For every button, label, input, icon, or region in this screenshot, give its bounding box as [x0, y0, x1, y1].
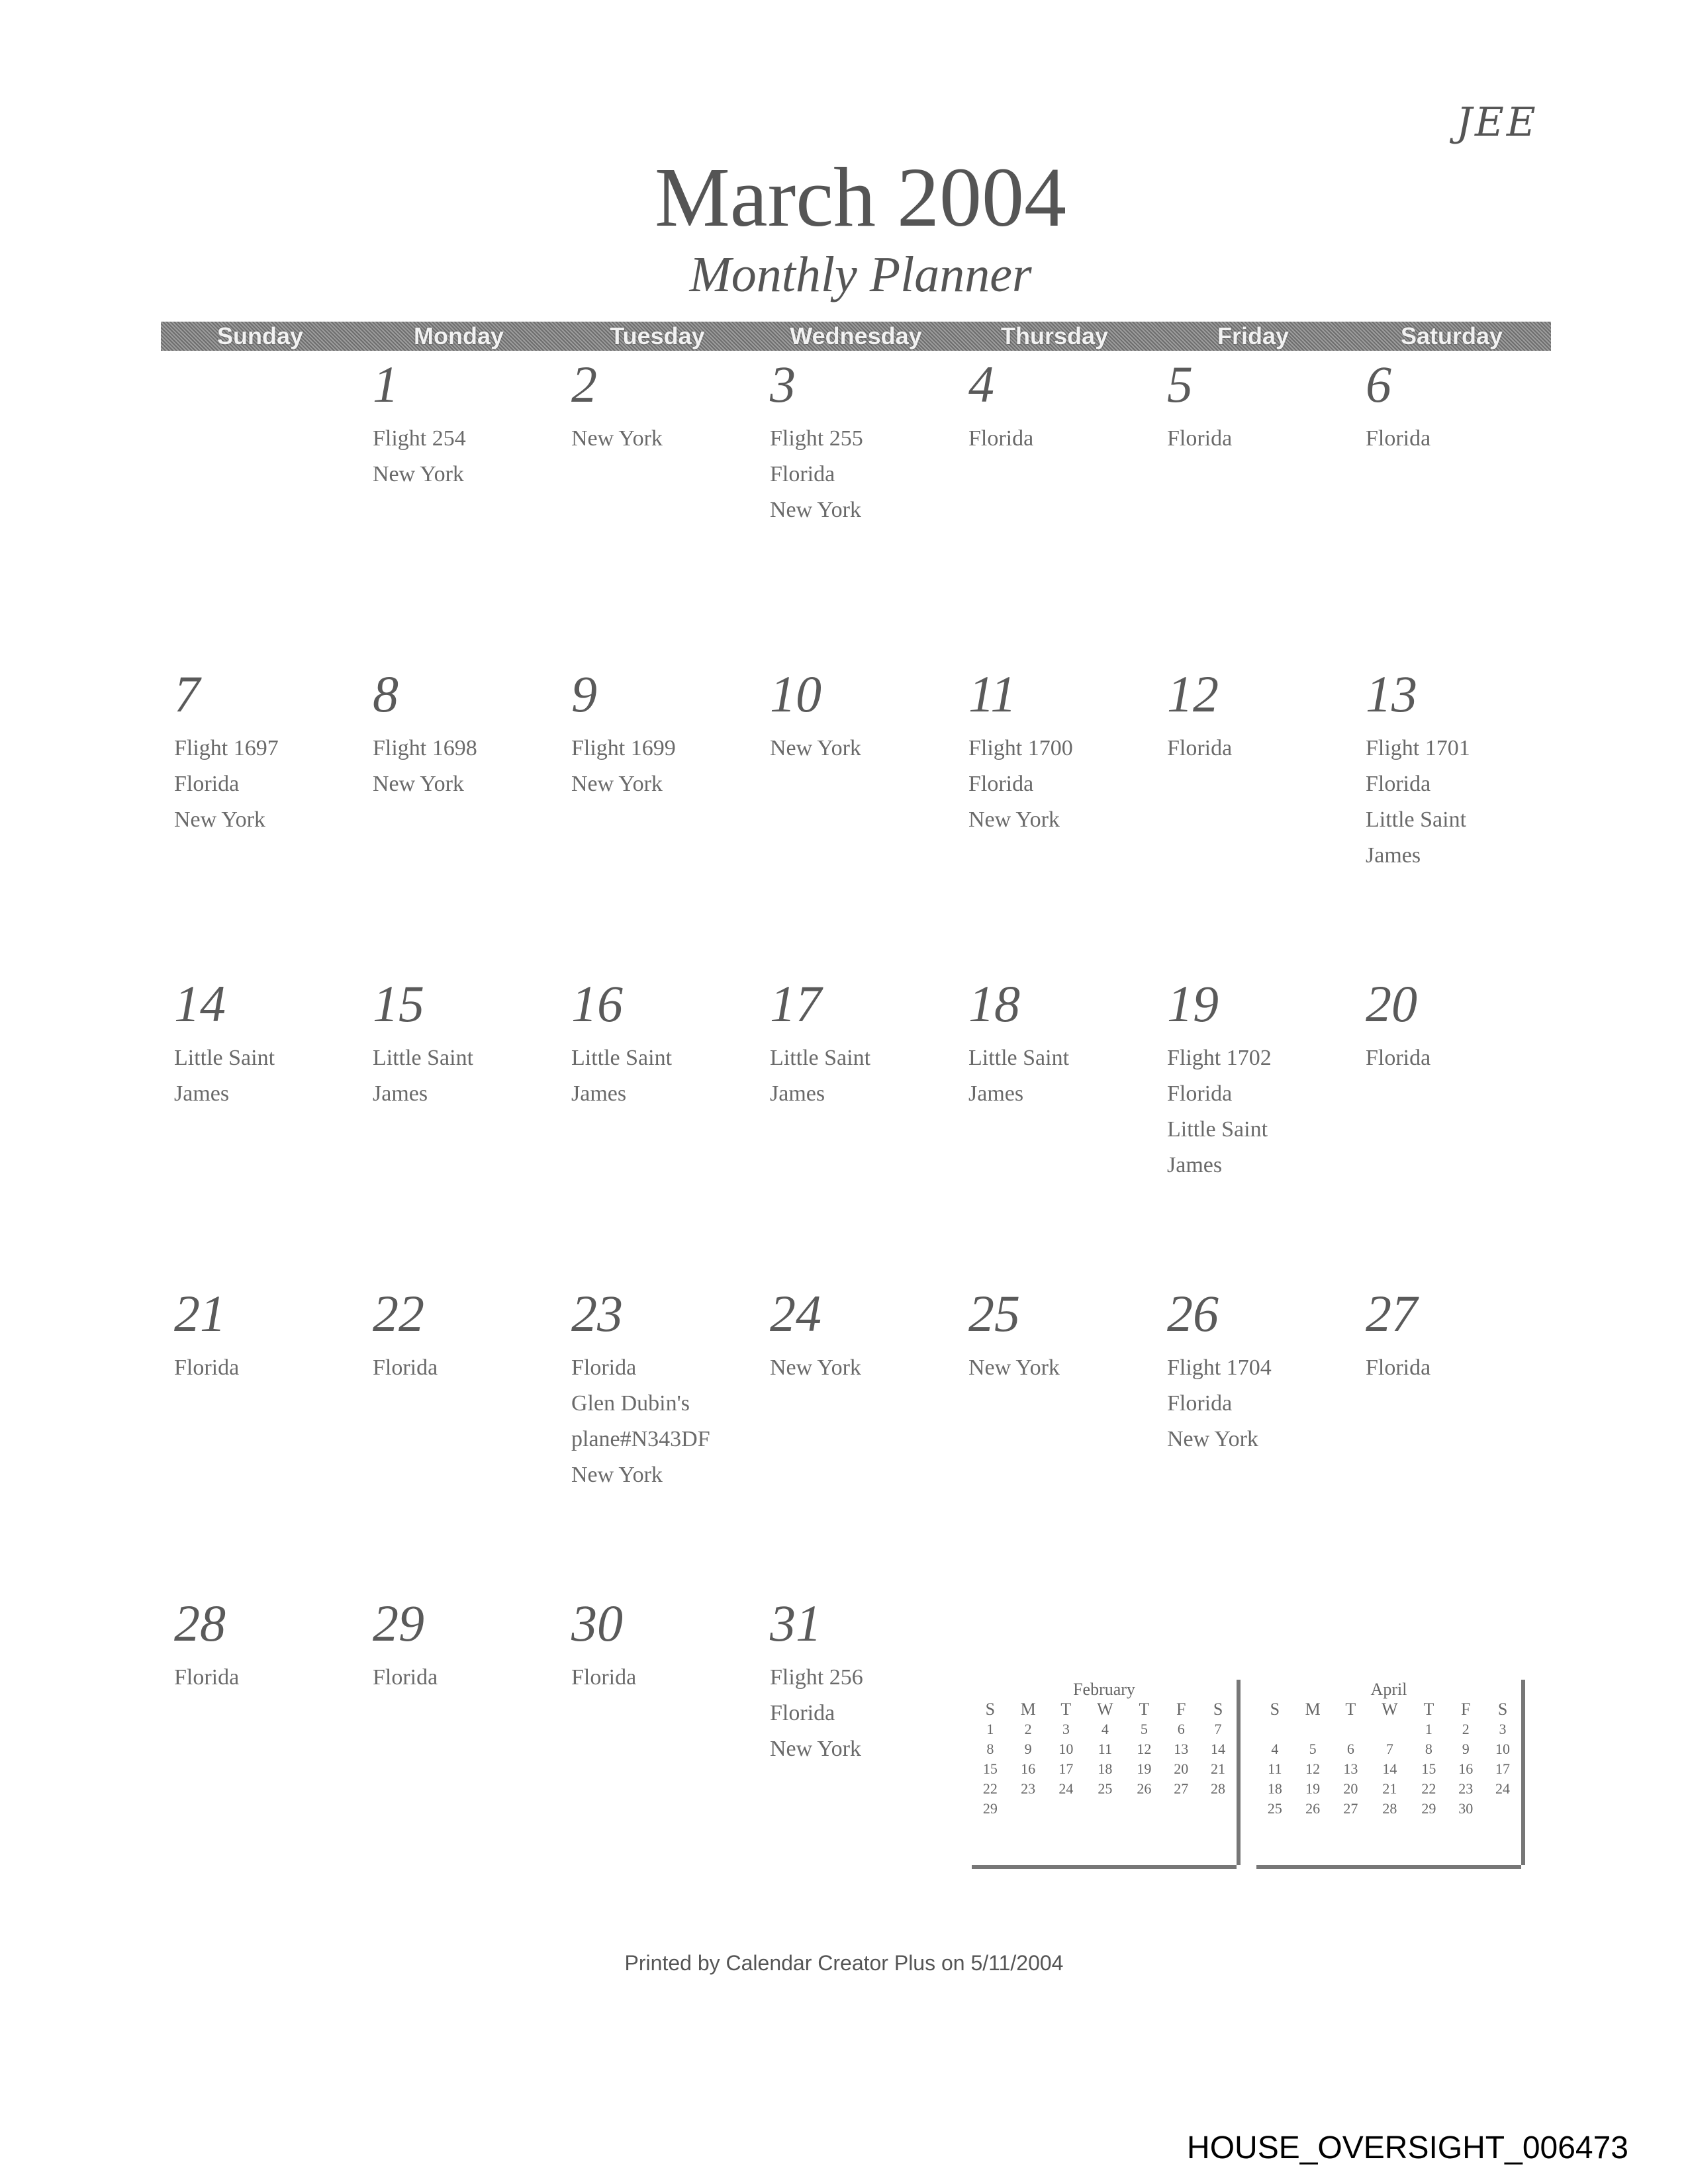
event-entry: New York	[770, 498, 861, 522]
day-events	[373, 1660, 545, 1696]
day-events	[571, 1350, 743, 1493]
day-events	[770, 1660, 942, 1767]
day-number: 3	[770, 355, 796, 413]
day-cell	[757, 1284, 955, 1594]
mini-day: 25	[1267, 1800, 1282, 1817]
event-entry: Florida	[1366, 1355, 1431, 1380]
mini-calendar-february	[972, 1680, 1237, 1865]
mini-day: 16	[1458, 1760, 1474, 1777]
mini-day: 8	[1425, 1741, 1432, 1757]
day-events	[770, 421, 942, 528]
event-entry: Florida	[373, 1355, 438, 1380]
day-number: 9	[571, 665, 597, 723]
mini-day: 29	[982, 1800, 998, 1817]
mini-day	[1126, 1799, 1163, 1819]
day-number: 23	[571, 1285, 623, 1342]
day-number: 17	[770, 975, 821, 1032]
day-cell	[955, 355, 1154, 664]
mini-day: 27	[1174, 1780, 1189, 1797]
day-number: 11	[968, 665, 1017, 723]
day-cell	[161, 664, 359, 974]
day-cell	[359, 974, 558, 1284]
mini-weekday-header: T	[1060, 1700, 1072, 1719]
day-number: 20	[1366, 975, 1417, 1032]
mini-day: 5	[1309, 1741, 1317, 1757]
day-number: 22	[373, 1285, 424, 1342]
mini-day: 20	[1343, 1780, 1358, 1797]
mini-day: 6	[1346, 1741, 1354, 1757]
event-entry: New York	[571, 772, 663, 796]
event-entry: Florida	[1167, 426, 1233, 451]
mini-weekday-header: W	[1382, 1700, 1398, 1719]
day-number: 24	[770, 1285, 821, 1342]
day-events	[968, 1040, 1141, 1112]
printed-by-note: Printed by Calendar Creator Plus on 5/11/2004	[624, 1951, 1064, 1975]
day-number: 14	[174, 975, 226, 1032]
day-events	[174, 1660, 346, 1696]
day-events	[968, 731, 1141, 838]
day-events	[373, 421, 545, 492]
event-entry: Florida	[1167, 736, 1233, 760]
mini-day	[1162, 1799, 1199, 1819]
event-entry: Florida	[1366, 772, 1431, 796]
day-number: 30	[571, 1594, 623, 1652]
day-number: 31	[770, 1594, 821, 1652]
day-number: 2	[571, 355, 597, 413]
mini-calendar-april	[1256, 1680, 1521, 1865]
day-number: 8	[373, 665, 399, 723]
day-events	[770, 1040, 942, 1112]
mini-weekday-header: S	[1213, 1700, 1223, 1719]
mini-day: 27	[1343, 1800, 1358, 1817]
mini-day: 11	[1098, 1741, 1112, 1757]
mini-day: 2	[1462, 1721, 1470, 1737]
mini-day: 18	[1267, 1780, 1282, 1797]
mini-day: 21	[1211, 1760, 1226, 1777]
mini-day	[1256, 1719, 1293, 1739]
day-cell	[1154, 974, 1352, 1284]
day-cell	[1352, 974, 1551, 1284]
mini-day: 2	[1024, 1721, 1032, 1737]
event-entry: Flight 1698	[373, 736, 477, 760]
weekday-wednesday: Wednesday	[790, 322, 922, 349]
day-events	[373, 1040, 545, 1112]
mini-day: 19	[1137, 1760, 1152, 1777]
day-events	[1167, 1350, 1339, 1457]
mini-day: 7	[1385, 1741, 1393, 1757]
event-entry: Glen Dubin's plane#N343DF	[571, 1391, 710, 1451]
day-number: 15	[373, 975, 424, 1032]
weekday-tuesday: Tuesday	[610, 322, 705, 349]
day-cell	[757, 974, 955, 1284]
mini-day: 4	[1101, 1721, 1109, 1737]
mini-day: 30	[1458, 1800, 1474, 1817]
day-cell	[161, 974, 359, 1284]
event-entry: New York	[770, 736, 861, 760]
mini-calendar-border	[1237, 1680, 1241, 1865]
day-events	[571, 1660, 743, 1696]
day-cell	[955, 1284, 1154, 1594]
day-number: 7	[174, 665, 200, 723]
day-number: 26	[1167, 1285, 1219, 1342]
mini-day: 18	[1098, 1760, 1113, 1777]
day-cell	[558, 1284, 757, 1594]
day-number: 16	[571, 975, 623, 1032]
day-events	[174, 1350, 346, 1386]
mini-day: 15	[1421, 1760, 1436, 1777]
day-cell	[1154, 664, 1352, 974]
day-events	[571, 421, 743, 457]
event-entry: New York	[174, 807, 265, 832]
event-entry: New York	[373, 462, 464, 486]
mini-weekday-header: T	[1139, 1700, 1150, 1719]
event-entry: Flight 1697	[174, 736, 279, 760]
day-cell	[161, 355, 359, 664]
day-number: 19	[1167, 975, 1219, 1032]
mini-day	[1199, 1799, 1237, 1819]
page-title: March 2004	[654, 150, 1067, 244]
day-number: 12	[1167, 665, 1219, 723]
day-events	[1366, 1350, 1538, 1386]
day-cell	[1154, 355, 1352, 664]
day-cell	[558, 1594, 757, 1903]
day-number: 29	[373, 1594, 424, 1652]
day-cell	[359, 1284, 558, 1594]
event-entry: Florida	[968, 426, 1034, 451]
mini-day: 19	[1305, 1780, 1321, 1797]
mini-day: 25	[1098, 1780, 1113, 1797]
day-number: 28	[174, 1594, 226, 1652]
mini-day: 14	[1211, 1741, 1226, 1757]
day-number: 13	[1366, 665, 1417, 723]
weekday-monday: Monday	[413, 322, 504, 349]
event-entry: Flight 1704	[1167, 1355, 1272, 1380]
mini-day: 17	[1495, 1760, 1511, 1777]
mini-weekday-header: M	[1305, 1700, 1321, 1719]
event-entry: Little Saint James	[1167, 1117, 1268, 1177]
mini-day: 1	[1425, 1721, 1432, 1737]
day-number: 6	[1366, 355, 1391, 413]
mini-day: 24	[1495, 1780, 1511, 1797]
event-entry: Flight 1699	[571, 736, 676, 760]
mini-weekday-header: T	[1423, 1700, 1434, 1719]
event-entry: Flight 1701	[1366, 736, 1470, 760]
day-cell	[359, 355, 558, 664]
mini-day: 22	[1421, 1780, 1436, 1797]
day-events	[770, 1350, 942, 1386]
mini-day: 3	[1062, 1721, 1070, 1737]
mini-day: 26	[1305, 1800, 1321, 1817]
day-number: 25	[968, 1285, 1020, 1342]
event-entry: Florida	[571, 1665, 637, 1690]
day-cell	[359, 664, 558, 974]
event-entry: New York	[968, 1355, 1060, 1380]
mini-day: 14	[1382, 1760, 1397, 1777]
mini-calendar-border	[1521, 1680, 1525, 1865]
mini-day: 23	[1458, 1780, 1474, 1797]
mini-day: 22	[982, 1780, 998, 1797]
mini-day	[1009, 1799, 1048, 1819]
mini-calendar-table	[1256, 1700, 1521, 1819]
day-cell	[1352, 664, 1551, 974]
event-entry: Florida	[770, 1701, 835, 1725]
day-events	[770, 731, 942, 766]
mini-day: 11	[1268, 1760, 1282, 1777]
event-entry: Florida	[174, 772, 240, 796]
event-entry: Florida	[571, 1355, 637, 1380]
weekday-friday: Friday	[1217, 322, 1289, 349]
mini-day	[1293, 1719, 1333, 1739]
event-entry: Flight 256	[770, 1665, 863, 1690]
bates-number: HOUSE_OVERSIGHT_006473	[1187, 2130, 1628, 2165]
mini-day: 13	[1174, 1741, 1189, 1757]
day-events	[1167, 421, 1339, 457]
day-cell	[1352, 1284, 1551, 1594]
mini-calendar-title: April	[1370, 1680, 1407, 1699]
mini-day: 29	[1421, 1800, 1436, 1817]
mini-weekday-header: S	[1270, 1700, 1280, 1719]
event-entry: Florida	[1167, 1391, 1233, 1416]
mini-calendar-title: February	[1073, 1680, 1135, 1699]
event-entry: Florida	[770, 462, 835, 486]
mini-weekday-header: S	[1497, 1700, 1508, 1719]
day-number: 18	[968, 975, 1020, 1032]
mini-day: 17	[1058, 1760, 1074, 1777]
day-cell	[161, 1594, 359, 1903]
weekday-sunday: Sunday	[216, 322, 304, 349]
mini-day: 4	[1271, 1741, 1279, 1757]
mini-day: 6	[1177, 1721, 1185, 1737]
day-cell	[757, 355, 955, 664]
mini-weekday-header: F	[1460, 1700, 1471, 1719]
day-cell	[558, 974, 757, 1284]
day-number: 21	[174, 1285, 226, 1342]
handwritten-initials: JEE	[1456, 99, 1538, 146]
mini-day	[1047, 1799, 1084, 1819]
mini-day: 12	[1137, 1741, 1152, 1757]
event-entry: New York	[571, 1463, 663, 1487]
day-cell	[757, 664, 955, 974]
mini-calendar-border	[1256, 1865, 1521, 1869]
event-entry: Florida	[1366, 426, 1431, 451]
mini-day: 20	[1174, 1760, 1189, 1777]
day-events	[1366, 731, 1538, 874]
weekday-saturday: Saturday	[1400, 322, 1503, 349]
event-entry: Florida	[1167, 1081, 1233, 1106]
day-events	[373, 1350, 545, 1386]
mini-day: 5	[1140, 1721, 1148, 1737]
event-entry: Florida	[968, 772, 1034, 796]
day-events	[174, 1040, 346, 1112]
day-events	[571, 1040, 743, 1112]
page-subtitle: Monthly Planner	[689, 247, 1032, 302]
day-events	[968, 421, 1141, 457]
day-cell	[955, 974, 1154, 1284]
mini-weekday-header: S	[985, 1700, 996, 1719]
mini-day: 24	[1058, 1780, 1074, 1797]
event-entry: Florida	[373, 1665, 438, 1690]
mini-day: 10	[1058, 1741, 1074, 1757]
mini-day: 28	[1211, 1780, 1226, 1797]
day-events	[1366, 421, 1538, 457]
event-entry: New York	[1167, 1427, 1258, 1451]
mini-calendar-table	[972, 1700, 1237, 1819]
event-entry: Little Saint James	[373, 1046, 474, 1106]
mini-weekday-header: W	[1097, 1700, 1113, 1719]
day-cell	[757, 1594, 955, 1903]
day-number: 1	[373, 355, 399, 413]
mini-day: 16	[1021, 1760, 1036, 1777]
weekday-header-bar	[161, 322, 1551, 351]
day-events	[1167, 1040, 1339, 1183]
day-events	[373, 731, 545, 802]
mini-day: 8	[986, 1741, 994, 1757]
mini-day: 15	[982, 1760, 998, 1777]
day-cell	[1352, 355, 1551, 664]
event-entry: Flight 254	[373, 426, 466, 451]
event-entry: Little Saint James	[571, 1046, 673, 1106]
mini-day: 28	[1382, 1800, 1397, 1817]
day-events	[571, 731, 743, 802]
event-entry: New York	[373, 772, 464, 796]
mini-day: 21	[1382, 1780, 1397, 1797]
mini-weekday-header: F	[1176, 1700, 1186, 1719]
mini-day: 23	[1021, 1780, 1036, 1797]
mini-day: 10	[1495, 1741, 1511, 1757]
mini-day: 9	[1462, 1741, 1470, 1757]
day-number: 10	[770, 665, 821, 723]
mini-day: 12	[1305, 1760, 1321, 1777]
day-number: 27	[1366, 1285, 1417, 1342]
day-events	[1366, 1040, 1538, 1076]
mini-day	[1332, 1719, 1369, 1739]
event-entry: Little Saint James	[174, 1046, 275, 1106]
event-entry: New York	[968, 807, 1060, 832]
mini-day: 9	[1024, 1741, 1032, 1757]
day-number: 5	[1167, 355, 1193, 413]
mini-weekday-header: T	[1345, 1700, 1356, 1719]
day-cell	[359, 1594, 558, 1903]
day-cell	[161, 1284, 359, 1594]
event-entry: Florida	[174, 1665, 240, 1690]
mini-day: 7	[1214, 1721, 1222, 1737]
event-entry: Little Saint James	[770, 1046, 871, 1106]
day-cell	[558, 664, 757, 974]
mini-day	[1084, 1799, 1125, 1819]
mini-weekday-header: M	[1020, 1700, 1036, 1719]
weekday-thursday: Thursday	[1000, 322, 1109, 349]
day-events	[174, 731, 346, 838]
calendar-grid	[161, 355, 1551, 1903]
mini-day: 13	[1343, 1760, 1358, 1777]
event-entry: New York	[770, 1737, 861, 1761]
mini-day	[1369, 1719, 1410, 1739]
mini-day	[1484, 1799, 1521, 1819]
day-number: 4	[968, 355, 994, 413]
event-entry: New York	[770, 1355, 861, 1380]
mini-day: 26	[1137, 1780, 1152, 1797]
event-entry: Flight 1700	[968, 736, 1073, 760]
mini-day: 3	[1499, 1721, 1507, 1737]
mini-day: 1	[986, 1721, 994, 1737]
day-cell	[1154, 1284, 1352, 1594]
event-entry: Flight 255	[770, 426, 863, 451]
event-entry: Flight 1702	[1167, 1046, 1272, 1070]
event-entry: Little Saint James	[968, 1046, 1070, 1106]
event-entry: Florida	[174, 1355, 240, 1380]
mini-calendar-border	[972, 1865, 1237, 1869]
day-events	[968, 1350, 1141, 1386]
event-entry: Little Saint James	[1366, 807, 1467, 868]
day-cell	[558, 355, 757, 664]
day-events	[1167, 731, 1339, 766]
day-cell	[955, 664, 1154, 974]
event-entry: Florida	[1366, 1046, 1431, 1070]
event-entry: New York	[571, 426, 663, 451]
